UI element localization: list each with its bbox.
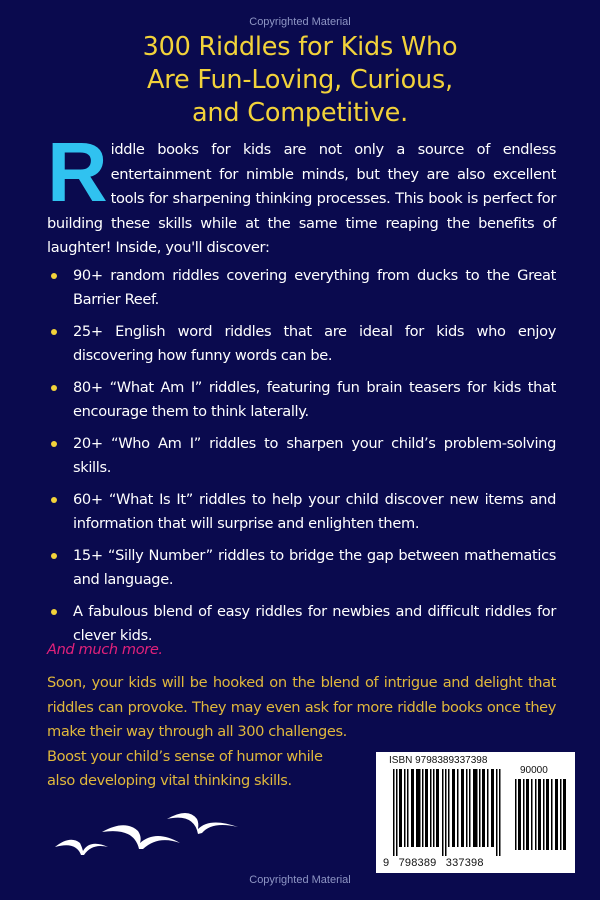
closing-line-4: Boost your child’s sense of humor while: [47, 747, 323, 765]
feature-text: 20+ “Who Am I” riddles to sharpen your child’s problem-solving skills.: [73, 435, 556, 476]
bullet-dot-icon: [51, 609, 57, 615]
much-more-tagline: And much more.: [47, 641, 163, 658]
bullet-dot-icon: [51, 329, 57, 335]
copyright-watermark-top: Copyrighted Material: [249, 16, 351, 28]
copyright-watermark-bottom: Copyrighted Material: [249, 874, 351, 886]
isbn-label: ISBN 9798389337398: [389, 755, 488, 766]
feature-text: 15+ “Silly Number” riddles to bridge the gap between mathematics and language.: [73, 547, 556, 588]
book-title: [0, 31, 600, 130]
feature-item: [47, 488, 556, 536]
barcode-digit-group-1: 798389: [398, 857, 437, 869]
bullet-dot-icon: [51, 553, 57, 559]
feature-text: A fabulous blend of easy riddles for newbies and difficult riddles for clever kids.: [73, 603, 556, 644]
isbn-barcode: [376, 752, 575, 873]
title-line-1: 300 Riddles for Kids Who: [142, 32, 458, 62]
feature-item: [47, 432, 556, 480]
feature-text: 80+ “What Am I” riddles, featuring fun brain teasers for kids that encourage them to think laterally.: [73, 379, 556, 420]
intro-paragraph: [47, 125, 556, 261]
barcode-main-bars: [393, 769, 501, 856]
price-addon-code: 90000: [520, 765, 548, 776]
barcode-digit-group-2: 337398: [445, 857, 484, 869]
seagulls-icon: [50, 805, 250, 875]
barcode-digit-first: 9: [383, 857, 390, 869]
feature-text: 25+ English word riddles that are ideal for kids who enjoy discovering how funny words can be.: [73, 323, 556, 364]
feature-text: 90+ random riddles covering everything from ducks to the Great Barrier Reef.: [73, 267, 556, 308]
feature-item: [47, 264, 556, 312]
drop-cap: R: [47, 125, 108, 219]
bullet-dot-icon: [51, 385, 57, 391]
feature-item: [47, 544, 556, 592]
feature-text: 60+ “What Is It” riddles to help your child discover new items and information that will surprise and enlighten them.: [73, 491, 556, 532]
bullet-dot-icon: [51, 497, 57, 503]
title-line-2: Are Fun-Loving, Curious,: [147, 65, 453, 95]
closing-main: Soon, your kids will be hooked on the blend of intrigue and delight that riddles can provoke. They may even ask for more riddle books once they make their way through all 300 challenges.: [47, 674, 556, 740]
barcode-digits: [382, 857, 485, 869]
barcode-addon-bars: [515, 779, 568, 850]
intro-text: iddle books for kids are not only a source of endless entertainment for nimble minds, but they are also excellent tools for sharpening thinking processes. This book is perfect for building these skills while at the same time reaping the benefits of laughter! Inside, you'll discover:: [47, 141, 556, 256]
feature-item: [47, 376, 556, 424]
bullet-dot-icon: [51, 273, 57, 279]
closing-line-5: also developing vital thinking skills.: [47, 772, 292, 789]
bullet-dot-icon: [51, 441, 57, 447]
title-line-3: and Competitive.: [191, 98, 409, 128]
feature-list: [47, 264, 556, 656]
feature-item: [47, 320, 556, 368]
